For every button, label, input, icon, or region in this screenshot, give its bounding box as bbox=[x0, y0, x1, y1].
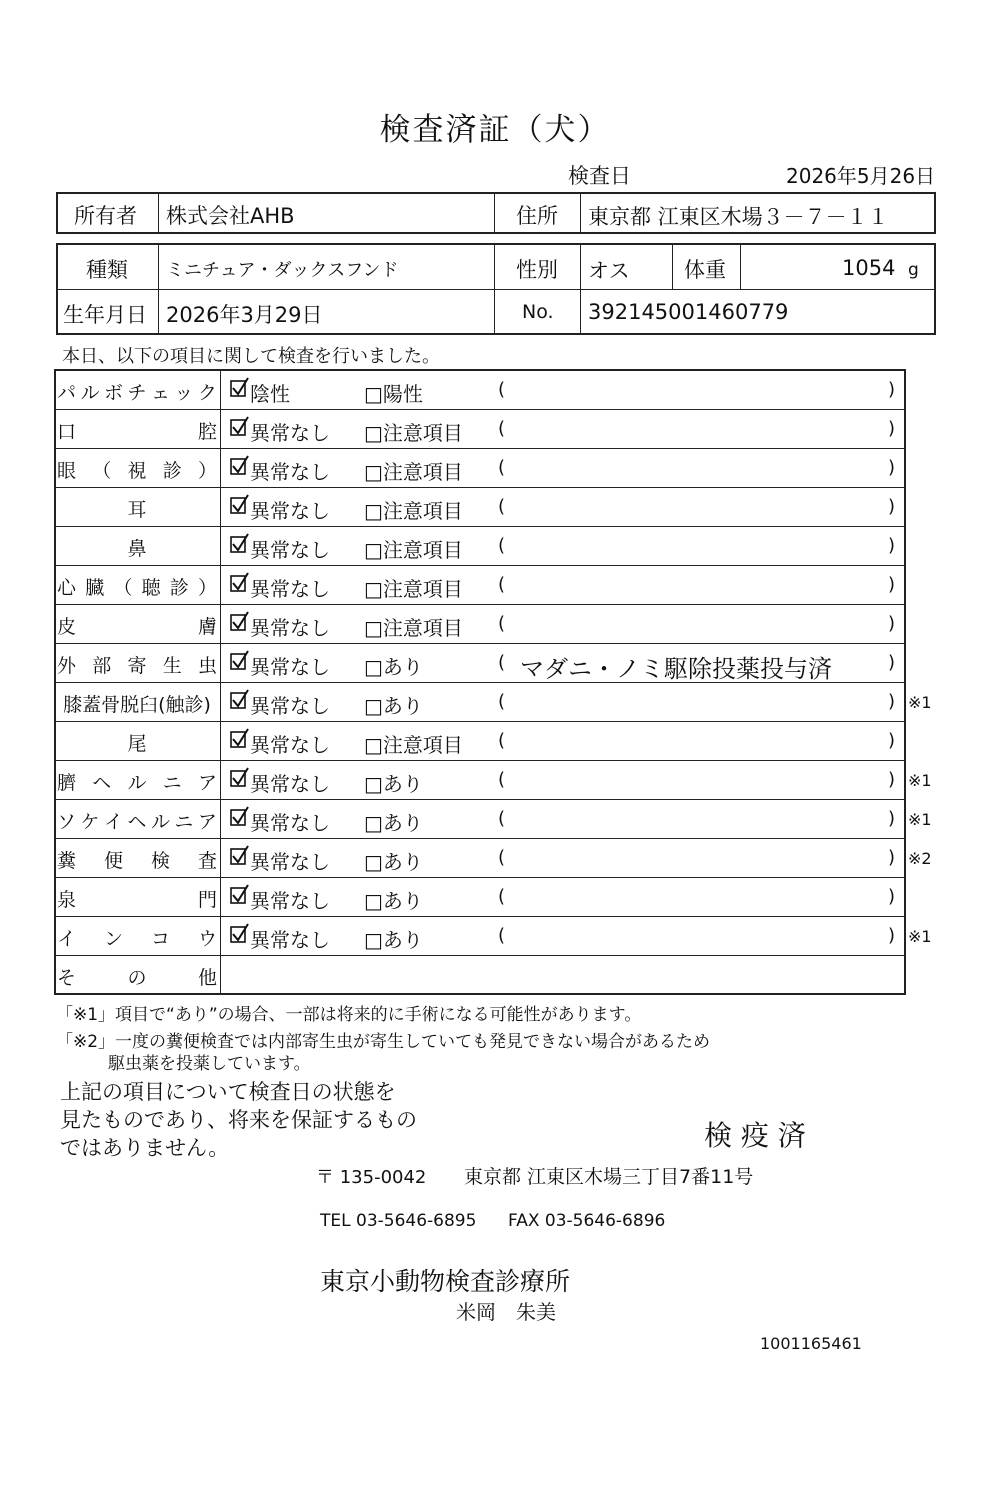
clinic-postal: 〒 135-0042 bbox=[316, 1167, 427, 1188]
right-paren: ) bbox=[888, 769, 896, 790]
breed-label: 種類 bbox=[86, 258, 128, 282]
exam-row-label-char: ニ bbox=[174, 811, 194, 833]
exam-date-value: 2026年5月26日 bbox=[786, 164, 936, 188]
left-paren: ( bbox=[498, 496, 506, 517]
right-paren: ) bbox=[888, 574, 896, 595]
exam-row-label-char: ア bbox=[197, 811, 217, 833]
exam-row-label-char: 便 bbox=[103, 850, 123, 872]
disclaimer: 上記の項目について検査日の状態を 見たものであり、将来を保証するもの ではありません。 bbox=[60, 1080, 417, 1160]
option-normal-label: 陰性 bbox=[250, 382, 290, 406]
exam-row-label-char: 皮 bbox=[57, 616, 77, 638]
intro-text: 本日、以下の項目に関して検査を行いました。 bbox=[62, 346, 440, 367]
document-title: 検査済証（犬） bbox=[379, 112, 611, 148]
option-normal-label: 異常なし bbox=[250, 772, 330, 796]
exam-row-label bbox=[57, 729, 217, 756]
option-normal-label: 異常なし bbox=[250, 499, 330, 523]
exam-row-label-char: 聴 bbox=[141, 577, 161, 599]
exam-row-label bbox=[57, 651, 217, 678]
right-paren: ) bbox=[888, 847, 896, 868]
option-normal-label: 異常なし bbox=[250, 850, 330, 874]
checked-checkbox-icon[interactable] bbox=[230, 845, 250, 872]
breed-value: ミニチュア・ダックスフンド bbox=[166, 260, 399, 281]
option-abnormal-checkbox[interactable]: □あり bbox=[364, 928, 423, 952]
left-paren: ( bbox=[498, 379, 506, 400]
exam-row-label-char: 他 bbox=[197, 967, 217, 989]
exam-row-label bbox=[57, 963, 217, 990]
exam-row-label-char: チ bbox=[127, 382, 147, 404]
exam-row-label bbox=[57, 768, 217, 795]
exam-row-label-char: 腔 bbox=[197, 421, 217, 443]
exam-row-label-char: ） bbox=[197, 460, 217, 482]
exam-row-label-char: パ bbox=[57, 382, 77, 404]
exam-row-label bbox=[57, 807, 217, 834]
checked-checkbox-icon[interactable] bbox=[230, 377, 250, 404]
owner-value: 株式会社AHB bbox=[166, 204, 295, 228]
exam-row-label-char: 泉 bbox=[57, 889, 77, 911]
checked-checkbox-icon[interactable] bbox=[230, 572, 250, 599]
exam-row-label-char: ウ bbox=[197, 928, 217, 950]
exam-row-label bbox=[57, 885, 217, 912]
exam-row-label-char: ッ bbox=[174, 382, 194, 404]
option-abnormal-checkbox[interactable]: □あり bbox=[364, 889, 423, 913]
exam-row-label bbox=[57, 690, 217, 717]
option-abnormal-checkbox[interactable]: □注意項目 bbox=[364, 577, 463, 601]
right-paren: ) bbox=[888, 730, 896, 751]
option-normal-label: 異常なし bbox=[250, 577, 330, 601]
exam-row-label-char: 外 bbox=[57, 655, 77, 677]
quarantine-stamp: 検 疫 済 bbox=[704, 1119, 806, 1152]
exam-row-label-char: の bbox=[127, 967, 147, 989]
right-paren: ) bbox=[888, 613, 896, 634]
weight-value: 1054 bbox=[842, 256, 896, 280]
option-abnormal-checkbox[interactable]: □注意項目 bbox=[364, 538, 463, 562]
right-paren: ) bbox=[888, 457, 896, 478]
left-paren: ( bbox=[498, 457, 506, 478]
exam-row-label-char: 検 bbox=[150, 850, 170, 872]
option-abnormal-checkbox[interactable]: □あり bbox=[364, 772, 423, 796]
exam-row-label-char: （ bbox=[113, 577, 133, 599]
address-label: 住所 bbox=[516, 204, 558, 228]
owner-label: 所有者 bbox=[74, 204, 137, 228]
exam-row-label-char: そ bbox=[57, 967, 77, 989]
option-normal-label: 異常なし bbox=[250, 889, 330, 913]
exam-row-label-char: 糞 bbox=[57, 850, 77, 872]
left-paren: ( bbox=[498, 925, 506, 946]
exam-row-label-char: 視 bbox=[127, 460, 147, 482]
exam-row-label-char: 膝蓋骨脱臼(触診) bbox=[63, 694, 211, 716]
left-paren: ( bbox=[498, 886, 506, 907]
left-paren: ( bbox=[498, 652, 506, 673]
number-value: 392145001460779 bbox=[588, 300, 789, 324]
exam-row-label-char: ェ bbox=[150, 382, 170, 404]
clinic-address: 東京都 江東区木場三丁目7番11号 bbox=[464, 1166, 754, 1188]
exam-row-label bbox=[57, 573, 217, 600]
option-normal-label: 異常なし bbox=[250, 460, 330, 484]
exam-row-label-char: ニ bbox=[162, 772, 182, 794]
clinic-fax: FAX 03-5646-6896 bbox=[508, 1211, 666, 1231]
exam-row-label-char: ル bbox=[150, 811, 170, 833]
exam-row-label-char: ン bbox=[103, 928, 123, 950]
option-normal-label: 異常なし bbox=[250, 928, 330, 952]
option-normal-label: 異常なし bbox=[250, 694, 330, 718]
number-label: No. bbox=[522, 301, 554, 323]
exam-row-label bbox=[57, 534, 217, 561]
left-paren: ( bbox=[498, 613, 506, 634]
checked-checkbox-icon[interactable] bbox=[230, 923, 250, 950]
exam-row-label-char: 査 bbox=[197, 850, 217, 872]
exam-row-label-char: 門 bbox=[197, 889, 217, 911]
weight-unit: g bbox=[908, 260, 919, 280]
option-abnormal-checkbox[interactable]: □あり bbox=[364, 694, 423, 718]
option-normal-label: 異常なし bbox=[250, 811, 330, 835]
right-paren: ) bbox=[888, 808, 896, 829]
option-normal-label: 異常なし bbox=[250, 538, 330, 562]
option-abnormal-checkbox[interactable]: □注意項目 bbox=[364, 499, 463, 523]
checked-checkbox-icon[interactable] bbox=[230, 689, 250, 716]
exam-row-label-char: 診 bbox=[169, 577, 189, 599]
footnote-mark: ※1 bbox=[908, 927, 932, 946]
birth-label: 生年月日 bbox=[63, 303, 147, 327]
left-paren: ( bbox=[498, 847, 506, 868]
left-paren: ( bbox=[498, 574, 506, 595]
exam-row-label bbox=[57, 495, 217, 522]
document-code: 1001165461 bbox=[760, 1334, 862, 1353]
checked-checkbox-icon[interactable] bbox=[230, 494, 250, 521]
exam-row-label-char: 臍 bbox=[57, 772, 77, 794]
exam-row-label-char: 眼 bbox=[57, 460, 77, 482]
sex-value: オス bbox=[588, 259, 630, 283]
exam-row-label-char: 虫 bbox=[197, 655, 217, 677]
exam-row-label-char: 膚 bbox=[197, 616, 217, 638]
exam-row-label-char: ア bbox=[197, 772, 217, 794]
right-paren: ) bbox=[888, 379, 896, 400]
checked-checkbox-icon[interactable] bbox=[230, 806, 250, 833]
exam-row-label bbox=[57, 612, 217, 639]
exam-row-label bbox=[57, 417, 217, 444]
note-1: 「※1」項目で“あり”の場合、一部は将来的に手術になる可能性があります。 bbox=[56, 1005, 642, 1025]
option-abnormal-checkbox[interactable]: □あり bbox=[364, 850, 423, 874]
option-abnormal-checkbox[interactable]: □あり bbox=[364, 811, 423, 835]
exam-row-label-char: ボ bbox=[103, 382, 123, 404]
address-value: 東京都 江東区木場３－７－１１ bbox=[588, 205, 889, 229]
exam-row-label-char: 部 bbox=[92, 655, 112, 677]
exam-row-label-char: ） bbox=[197, 577, 217, 599]
exam-row-label-char: ヘ bbox=[92, 772, 112, 794]
checked-checkbox-icon[interactable] bbox=[230, 611, 250, 638]
exam-row-label-char: ヘ bbox=[127, 811, 147, 833]
note-2-cont: 駆虫薬を投薬しています。 bbox=[108, 1054, 311, 1074]
left-paren: ( bbox=[498, 808, 506, 829]
exam-row-label bbox=[57, 378, 217, 405]
checked-checkbox-icon[interactable] bbox=[230, 767, 250, 794]
option-abnormal-checkbox[interactable]: □注意項目 bbox=[364, 616, 463, 640]
checked-checkbox-icon[interactable] bbox=[230, 728, 250, 755]
checked-checkbox-icon[interactable] bbox=[230, 455, 250, 482]
clinic-tel: TEL 03-5646-6895 bbox=[320, 1211, 477, 1231]
right-paren: ) bbox=[888, 418, 896, 439]
checked-checkbox-icon[interactable] bbox=[230, 416, 250, 443]
checked-checkbox-icon[interactable] bbox=[230, 884, 250, 911]
right-paren: ) bbox=[888, 652, 896, 673]
exam-row-label-char: （ bbox=[92, 460, 112, 482]
birth-value: 2026年3月29日 bbox=[166, 303, 323, 327]
option-abnormal-checkbox[interactable]: □注意項目 bbox=[364, 460, 463, 484]
exam-row-label-char: コ bbox=[150, 928, 170, 950]
option-normal-label: 異常なし bbox=[250, 733, 330, 757]
exam-row-label-char: 口 bbox=[57, 421, 77, 443]
clinic-name: 東京小動物検査診療所 bbox=[320, 1267, 571, 1296]
left-paren: ( bbox=[498, 769, 506, 790]
exam-row-label-char: ソ bbox=[57, 811, 77, 833]
exam-row-label-char: ク bbox=[197, 382, 217, 404]
footnote-mark: ※1 bbox=[908, 810, 932, 829]
exam-row-label bbox=[57, 456, 217, 483]
exam-row-label-char: 寄 bbox=[127, 655, 147, 677]
exam-row-label-char: 鼻 bbox=[127, 538, 147, 560]
option-abnormal-checkbox[interactable]: □注意項目 bbox=[364, 421, 463, 445]
vet-name: 米岡 朱美 bbox=[456, 1300, 556, 1324]
left-paren: ( bbox=[498, 535, 506, 556]
right-paren: ) bbox=[888, 496, 896, 517]
footnote-mark: ※1 bbox=[908, 771, 932, 790]
option-normal-label: 異常なし bbox=[250, 616, 330, 640]
option-normal-label: 異常なし bbox=[250, 421, 330, 445]
exam-row-label-char: 診 bbox=[162, 460, 182, 482]
right-paren: ) bbox=[888, 886, 896, 907]
exam-row-label-char: 尾 bbox=[127, 733, 147, 755]
option-abnormal-checkbox[interactable]: □あり bbox=[364, 655, 423, 679]
exam-row-label-char: 臓 bbox=[85, 577, 105, 599]
exam-row-label-char: ル bbox=[127, 772, 147, 794]
right-paren: ) bbox=[888, 925, 896, 946]
exam-row-label-char: ケ bbox=[80, 811, 100, 833]
exam-date-label: 検査日 bbox=[568, 164, 631, 188]
weight-label: 体重 bbox=[684, 258, 726, 282]
exam-row-label-char: 耳 bbox=[127, 499, 147, 521]
checked-checkbox-icon[interactable] bbox=[230, 533, 250, 560]
option-abnormal-checkbox[interactable]: □陽性 bbox=[364, 382, 423, 406]
checked-checkbox-icon[interactable] bbox=[230, 650, 250, 677]
left-paren: ( bbox=[498, 691, 506, 712]
exam-row-label-char: 心 bbox=[57, 577, 77, 599]
right-paren: ) bbox=[888, 691, 896, 712]
exam-row-note: マダニ・ノミ駆除投薬投与済 bbox=[520, 655, 832, 683]
option-abnormal-checkbox[interactable]: □注意項目 bbox=[364, 733, 463, 757]
footnote-mark: ※1 bbox=[908, 693, 932, 712]
footnote-mark: ※2 bbox=[908, 849, 932, 868]
sex-label: 性別 bbox=[516, 258, 558, 282]
exam-row-label-char: 生 bbox=[162, 655, 182, 677]
exam-row-label-char: イ bbox=[57, 928, 77, 950]
exam-row-label-char: ル bbox=[80, 382, 100, 404]
exam-row-label-char: イ bbox=[103, 811, 123, 833]
exam-row-label bbox=[57, 846, 217, 873]
right-paren: ) bbox=[888, 535, 896, 556]
note-2: 「※2」一度の糞便検査では内部寄生虫が寄生していても発見できない場合があるため bbox=[56, 1032, 711, 1052]
exam-row-label bbox=[57, 924, 217, 951]
left-paren: ( bbox=[498, 730, 506, 751]
left-paren: ( bbox=[498, 418, 506, 439]
option-normal-label: 異常なし bbox=[250, 655, 330, 679]
